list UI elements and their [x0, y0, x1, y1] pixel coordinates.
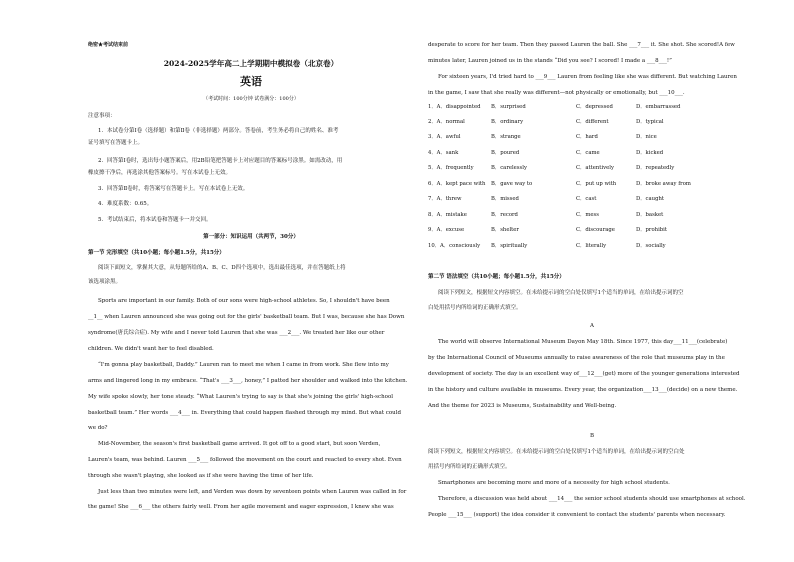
option-d: D．typical: [636, 119, 664, 125]
option-a: 9．A．excuse: [428, 227, 465, 233]
section1-instruction: 阅读下面短文，掌握其大意，从每题所给的A、B、C、D四个选项中，选出最佳选项，并在答题纸上将: [98, 265, 346, 271]
option-b: B．ordinary: [491, 119, 524, 125]
passage-line: arms and lingered long in my embrace. “That's ___3___, honey,” I patted her shoulder and walked into the kitchen.: [88, 378, 408, 384]
option-d: D．basket: [636, 212, 664, 218]
option-b: B．spiritually: [491, 243, 528, 249]
note-line: 2．回答第Ⅰ卷时，选出每小题答案后，用2B铅笔把答题卡上对应题目的答案标号涂黑。如需改动，用: [98, 158, 343, 164]
note-line: 5．考试结束后，将本试卷和答题卡一并交回。: [98, 217, 212, 223]
note-line: 证号填写在答题卡上。: [88, 140, 144, 146]
option-a: 6．A．kept pace with: [428, 181, 486, 187]
passage-line: __1__ when Lauren announced she was going out for the girls' basketball team. But I was, because she has Down: [88, 314, 405, 320]
option-a: 10．A．consciously: [428, 243, 481, 249]
option-b: B．record: [491, 212, 518, 218]
passage-line: minutes later, Lauren joined us in the stands “Did you see? I scored! I made a ___8___!”: [428, 58, 672, 64]
passage-b-instruction: 阅读下列短文，根据短文内容填空。在未给提示词的空白处仅填写1个适当的单词，在给出提示词的空白处: [428, 449, 685, 455]
passage-b-line: Therefore, a discussion was held about ___14___ the senior school students should use smartphones at school.: [438, 496, 746, 502]
option-d: D．embarrassed: [636, 104, 681, 110]
passage-line: in the game, I saw that she really was different—not physically or emotionally, but ___10___.: [428, 90, 685, 96]
passage-line: Sports are important in our family. Both of our sons were high-school athletes. So, I shouldn't have been: [98, 298, 390, 304]
passage-line: For sixteen years, I'd tried hard to ___9___ Lauren from feeling like she was different. But watching Lauren: [438, 74, 737, 80]
passage-a-line: The world will observe International Museum Dayon May 18th. Since 1977, this day___11___(celebrate): [438, 339, 728, 345]
exam-title: 2024-2025学年高二上学期期中模拟卷（北京卷）: [163, 59, 339, 68]
option-c: C．literally: [576, 243, 607, 249]
option-c: C．attentively: [576, 165, 614, 171]
option-b: B．missed: [491, 196, 519, 202]
option-c: C．cast: [576, 196, 597, 202]
option-d: D．broke away from: [636, 181, 691, 187]
passage-line: desperate to score for her team. Then they passed Lauren the ball. She ___7___ it. She shot. She scored!A few: [428, 42, 735, 48]
option-a: 5．A．frequently: [428, 165, 474, 171]
passage-line: “I'm gonna play basketball, Daddy.” Lauren ran to meet me when I came in from work. She flew into my: [98, 362, 389, 368]
note-line: 橡皮擦干净后，再选涂其他答案标号。写在本试卷上无效。: [88, 170, 232, 176]
option-b: B．carelessly: [491, 165, 527, 171]
option-b: B．gave way to: [491, 181, 533, 187]
passage-line: we do?: [88, 425, 108, 431]
passage-line: Mid-November, the season's first basketball game arrived. It got off to a good start, but soon Verden,: [98, 441, 381, 447]
notes-heading: 注意事项：: [88, 113, 116, 119]
passage-b-line: Smartphones are becoming more and more of a necessity for high school students.: [438, 480, 670, 486]
option-c: C．put up with: [576, 181, 617, 187]
section1-instruction: 该选项涂黑。: [88, 279, 122, 285]
section1-heading: 第一节 完形填空（共10小题；每小题1.5分，共15分）: [88, 250, 225, 256]
section2-instruction: 阅读下列短文，根据短文内容填空。在未给提示词的空白处仅填写1个适当的单词，在给出提示词的空: [438, 290, 684, 296]
passage-line: Just less than two minutes were left, and Verden was down by seventeen points when Lauren was called in for: [98, 489, 407, 495]
passage-b-line: People ___15___ (support) the idea consider it convenient to contact the students' parents when necessary.: [428, 512, 726, 518]
section2-heading: 第二节 语法填空（共10小题；每小题1.5分，共15分）: [428, 274, 565, 280]
option-a: 2．A．normal: [428, 119, 465, 125]
confidential-tag: 绝密★考试结束前: [88, 42, 129, 48]
subject-title: 英语: [240, 75, 262, 88]
options-list: [428, 104, 756, 259]
option-c: C．discourage: [576, 227, 615, 233]
option-a: 1．A．disappointed: [428, 104, 481, 110]
option-b: B．surprised: [491, 104, 526, 110]
note-line: 3．回答第Ⅱ卷时，将答案写在答题卡上。写在本试卷上无效。: [98, 186, 249, 192]
exam-meta: （考试时间：100分钟 试卷满分：100分）: [203, 96, 299, 102]
passage-line: Lauren's team, was behind. Lauren ___5___ followed the movement on the court and reacted to every shot. Even: [88, 457, 402, 463]
note-line: 1．本试卷分第Ⅰ卷（选择题）和第Ⅱ卷（非选择题）两部分。答卷前，考生务必将自己的姓名、准考: [98, 128, 339, 134]
passage-b-instruction: 用括号内所给词的正确形式填空。: [428, 464, 511, 470]
passage-line: basketball team.” Her words ___4___ in. Everything that could happen flashed through my mind. But what could: [88, 410, 401, 416]
passage-a-label: A: [590, 323, 594, 329]
passage-line: My wife spoke slowly, her tone steady. “What Lauren's trying to say is that she's joining the girls' high-school: [88, 394, 394, 400]
passage-line: children. We didn't want her to feel disabled.: [88, 346, 214, 352]
option-a: 4．A．sank: [428, 150, 459, 156]
option-a: 8．A．mistake: [428, 212, 467, 218]
passage-a-line: in the history and culture available in museums. Every year, the organization___13___(decide) on a new theme.: [428, 387, 738, 393]
passage-b-label: B: [589, 433, 595, 439]
option-d: D．repeatedly: [636, 165, 675, 171]
option-c: C．depressed: [576, 104, 613, 110]
option-c: C．hard: [576, 134, 598, 140]
part1-heading: 第一部分：知识运用（共两节，30分）: [203, 234, 299, 240]
passage-a-line: by the International Council of Museums annually to raise awareness of the role that museums play in the: [428, 355, 725, 361]
section2-instruction: 白处用括号内所给词的正确形式填空。: [428, 305, 522, 311]
option-b: B．strange: [491, 134, 521, 140]
note-line: 4．难度系数：0.65。: [98, 201, 153, 207]
passage-line: syndrome(唐氏综合症). My wife and I never told Lauren that she was ___2___. We treated her like our other: [88, 330, 385, 336]
option-c: C．different: [576, 119, 609, 125]
option-d: D．socially: [636, 243, 666, 249]
option-d: D．kicked: [636, 150, 664, 156]
passage-line: through she wasn't playing, she looked as if she were having the time of her life.: [88, 473, 314, 479]
passage-a-line: And the theme for 2023 is Museums, Sustainability and Well-being.: [428, 403, 617, 409]
option-a: 3．A．awful: [428, 134, 461, 140]
option-d: D．caught: [636, 196, 665, 202]
option-a: 7．A．threw: [428, 196, 462, 202]
passage-line: the game! She ___6___ the others fairly well. From her agile movement and eager expression, I knew she was: [88, 504, 394, 510]
option-d: D．nice: [636, 134, 657, 140]
option-c: C．mess: [576, 212, 599, 218]
option-b: B．shelter: [491, 227, 519, 233]
option-c: C．came: [576, 150, 600, 156]
passage-a-line: development of society. The day is an excellent way of___12___(get) more of the younger generations interested: [428, 371, 740, 377]
option-d: D．prohibit: [636, 227, 667, 233]
option-b: B．poured: [491, 150, 520, 156]
